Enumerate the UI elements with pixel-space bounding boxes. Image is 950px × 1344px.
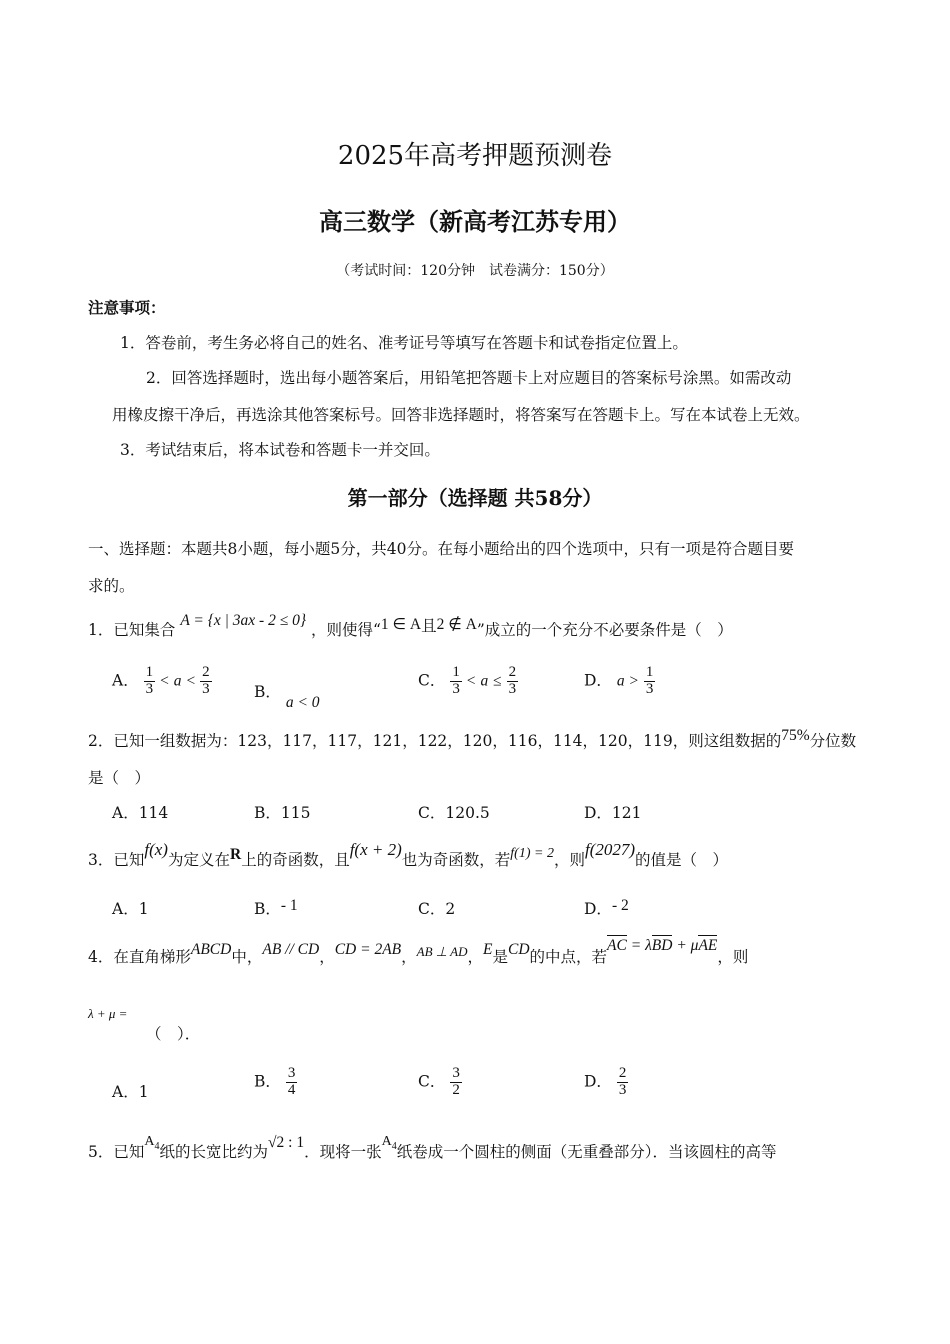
q4-parallel: AB // CD bbox=[262, 941, 320, 958]
q4-perp: AB ⊥ AD bbox=[416, 944, 468, 959]
option-expr: a < 0 bbox=[285, 694, 320, 711]
option-label: C． bbox=[418, 1072, 446, 1091]
notice-item-1: 1．答卷前，考生务必将自己的姓名、准考证号等填写在答题卡和试卷指定位置上。 bbox=[120, 334, 688, 352]
q1-cond1: 1 ∈ A bbox=[380, 616, 422, 633]
notice-item-2b: 用橡皮擦干净后，再选涂其他答案标号。回答非选择题时，将答案写在答题卡上。写在本试卷上无效。 bbox=[112, 406, 810, 424]
q3-f2027: f(2027) bbox=[584, 840, 636, 859]
q4-option-c[interactable] bbox=[418, 1066, 462, 1099]
q5-text: ．现将一张 bbox=[304, 1143, 382, 1161]
part1-intro-a: 一、选择题：本题共8小题，每小题5分，共40分。在每小题给出的四个选项中，只有一项是符合题目要 bbox=[88, 540, 794, 558]
q1-cond2: 2 ∉ A bbox=[436, 616, 477, 633]
q2-option-d[interactable]: D．121 bbox=[584, 804, 642, 822]
variable: a bbox=[480, 672, 489, 690]
q4-lambda-mu: λ + μ = bbox=[88, 1006, 128, 1021]
q1-set: A = {x | 3ax - 2 ≤ 0} bbox=[180, 612, 307, 629]
q4-text: 的中点，若 bbox=[529, 948, 608, 966]
symbol: ≤ bbox=[493, 672, 502, 690]
notice-heading: 注意事项： bbox=[88, 298, 166, 317]
question-1 bbox=[88, 612, 733, 640]
q5-a4: A bbox=[144, 1134, 155, 1149]
q5-prefix: 5．已知 bbox=[88, 1143, 145, 1161]
q5-a4b: A bbox=[381, 1134, 392, 1149]
variable: a bbox=[173, 672, 182, 690]
symbol: < bbox=[186, 672, 196, 690]
question-2 bbox=[88, 729, 856, 751]
q1-suffix: ”成立的一个充分不必要条件是（ ） bbox=[476, 621, 733, 639]
option-value: - 1 bbox=[280, 897, 298, 914]
q2-option-b[interactable]: B．115 bbox=[254, 804, 311, 822]
q5-a4-sub: 4 bbox=[154, 1140, 160, 1152]
q4-comma: ， bbox=[401, 948, 417, 966]
q1-option-d[interactable] bbox=[584, 665, 655, 698]
q4-option-b[interactable] bbox=[254, 1066, 297, 1099]
q3-prefix: 3．已知 bbox=[88, 851, 145, 869]
q4-option-d[interactable] bbox=[584, 1066, 628, 1099]
q2-option-c[interactable]: C．120.5 bbox=[418, 804, 490, 822]
fraction: $\frac{2}{3}$ bbox=[618, 1065, 627, 1098]
q4-blank: （ ）． bbox=[146, 1025, 201, 1043]
q4-comma: ， bbox=[319, 948, 335, 966]
q2-text-end: 分位数 bbox=[809, 732, 857, 750]
q4-text: 中， bbox=[231, 948, 263, 966]
q3-option-a[interactable]: A．1 bbox=[112, 900, 149, 918]
q4-abcd: ABCD bbox=[190, 941, 232, 958]
q5-text: 纸的长宽比约为 bbox=[159, 1143, 269, 1161]
q3-option-b[interactable] bbox=[254, 897, 298, 919]
exam-info: （考试时间：120分钟 试卷满分：150分） bbox=[336, 263, 614, 279]
option-label: D． bbox=[584, 1072, 612, 1091]
q4-prefix: 4．在直角梯形 bbox=[88, 948, 191, 966]
fraction: $\frac{2}{3}$ bbox=[508, 664, 517, 697]
q5-a4b-sub: 4 bbox=[391, 1140, 397, 1152]
q3-fx2: f(x + 2) bbox=[349, 840, 402, 859]
q1-option-a[interactable] bbox=[112, 665, 212, 698]
part1-intro-b: 求的。 bbox=[88, 577, 135, 595]
question-5 bbox=[88, 1134, 777, 1164]
option-label: D． bbox=[584, 900, 612, 918]
q1-option-c[interactable] bbox=[418, 665, 518, 698]
notice-item-2a: 2．回答选择题时，选出每小题答案后，用铅笔把答题卡上对应题目的答案标号涂黑。如需改动 bbox=[146, 369, 792, 387]
exam-title: 2025年高考押题预测卷 bbox=[337, 141, 613, 171]
q4-option-a[interactable]: A．1 bbox=[112, 1083, 149, 1101]
q1-and: 且 bbox=[421, 617, 437, 635]
q4-cd2: CD bbox=[507, 941, 530, 958]
q1-mid: ，则使得“ bbox=[310, 621, 381, 639]
fraction: $\frac{3}{2}$ bbox=[452, 1065, 460, 1098]
option-label: B． bbox=[254, 1072, 281, 1091]
q5-ratio: √2 : 1 bbox=[268, 1134, 305, 1151]
vector-ac: AC bbox=[607, 937, 627, 954]
q1-prefix: 1．已知集合 bbox=[88, 621, 176, 639]
q2-text: 2．已知一组数据为：123，117，117，121，122，120，116，114，120，119，则这组数据的 bbox=[88, 732, 782, 750]
fraction: $\frac{2}{3}$ bbox=[202, 664, 210, 697]
q5-text: 纸卷成一个圆柱的侧面（无重叠部分）．当该圆柱的高等 bbox=[396, 1143, 777, 1161]
option-label: B． bbox=[254, 683, 281, 701]
fraction: $\frac{1}{3}$ bbox=[145, 664, 154, 697]
q4-e: E bbox=[483, 941, 493, 958]
question-3 bbox=[88, 840, 729, 870]
option-label: D． bbox=[584, 671, 612, 690]
notice-item-3: 3．考试结束后，将本试卷和答题卡一并交回。 bbox=[120, 441, 440, 459]
q3-text: 上的奇函数，且 bbox=[241, 851, 350, 869]
q3-f1: f(1) = 2 bbox=[510, 846, 554, 861]
option-value: - 2 bbox=[611, 897, 629, 914]
q2-percent: 75% bbox=[781, 727, 810, 744]
fraction: $\frac{3}{4}$ bbox=[287, 1065, 296, 1098]
q4-cd: CD = 2AB bbox=[334, 941, 402, 958]
q3-text: 的值是（ ） bbox=[635, 851, 729, 869]
fraction: $\frac{1}{3}$ bbox=[452, 664, 460, 697]
q2-option-a[interactable]: A．114 bbox=[112, 804, 169, 822]
exam-subtitle: 高三数学（新高考江苏专用） bbox=[319, 207, 631, 236]
fraction: $\frac{1}{3}$ bbox=[645, 664, 654, 697]
question-4 bbox=[88, 937, 749, 967]
symbol: < bbox=[160, 672, 169, 690]
q4-comma: ， bbox=[467, 948, 483, 966]
q3-option-d[interactable] bbox=[584, 897, 629, 919]
vector-ae: AE bbox=[698, 937, 718, 954]
vector-bd: BD bbox=[651, 937, 673, 954]
q3-R: R bbox=[229, 846, 242, 863]
q3-text: 为定义在 bbox=[167, 851, 230, 869]
part1-heading: 第一部分（选择题 共58分） bbox=[347, 486, 603, 510]
q3-text: 也为奇函数，若 bbox=[401, 851, 511, 869]
q4-text: 是 bbox=[492, 948, 508, 966]
option-label: C． bbox=[418, 671, 446, 690]
q1-option-b[interactable] bbox=[254, 680, 320, 711]
option-label: A． bbox=[112, 671, 139, 690]
q3-fx: f(x) bbox=[144, 840, 168, 859]
option-label: B． bbox=[254, 900, 281, 918]
q3-option-c[interactable]: C．2 bbox=[418, 900, 456, 918]
q4-eq: = λ bbox=[626, 937, 652, 954]
q2-line2: 是（ ） bbox=[88, 769, 151, 787]
symbol: < bbox=[466, 672, 476, 690]
option-expr: a > bbox=[616, 672, 639, 690]
q4-text: ，则 bbox=[717, 948, 749, 966]
q3-text: ，则 bbox=[553, 851, 585, 869]
q4-plus: + μ bbox=[672, 937, 699, 954]
